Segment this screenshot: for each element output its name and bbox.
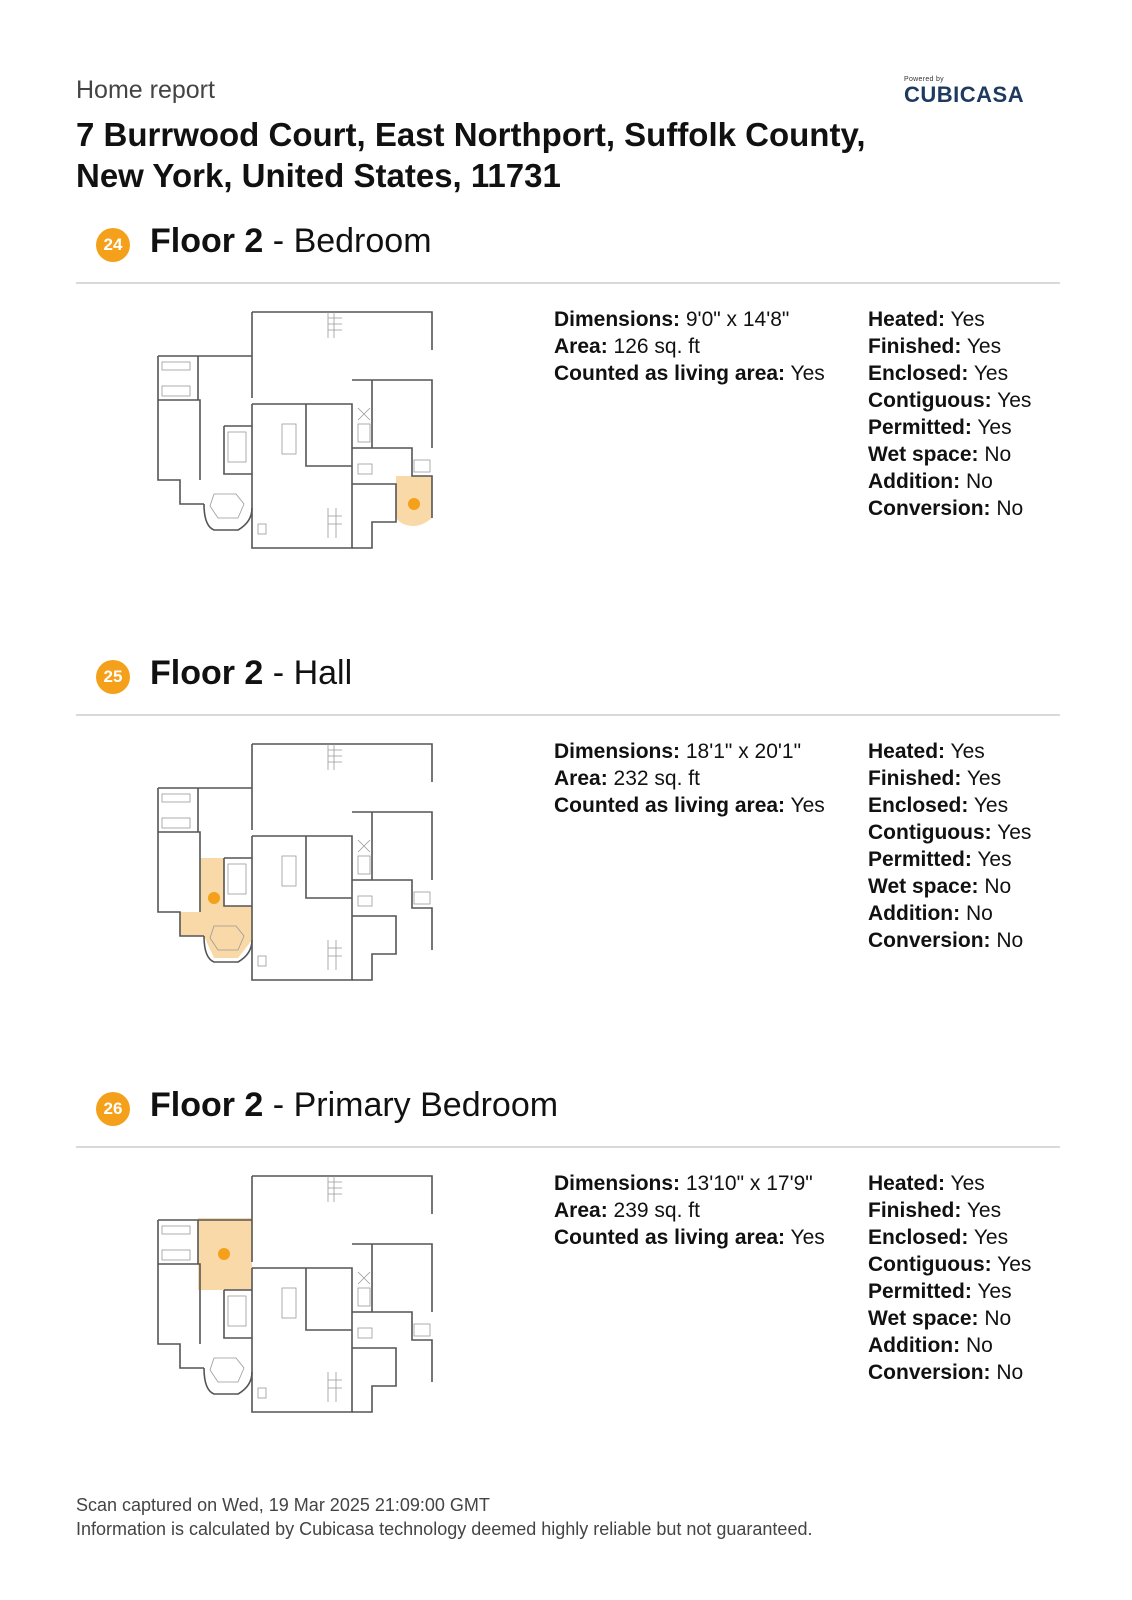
conversion-row: Conversion: No <box>868 929 1024 952</box>
living-area-row: Counted as living area: Yes <box>554 362 825 385</box>
room-number-badge: 26 <box>96 1092 130 1126</box>
addition-row: Addition: No <box>868 470 993 493</box>
living-area-row: Counted as living area: Yes <box>554 794 825 817</box>
address-line-1: 7 Burrwood Court, East Northport, Suffolk County, <box>76 116 866 153</box>
addition-row: Addition: No <box>868 902 993 925</box>
floor-label: Floor 2 <box>150 222 264 260</box>
room-title <box>150 222 432 261</box>
living-area-row: Counted as living area: Yes <box>554 1226 825 1249</box>
conversion-row: Conversion: No <box>868 1361 1024 1384</box>
disclaimer: Information is calculated by Cubicasa technology deemed highly reliable but not guaranteed. <box>76 1519 813 1539</box>
addition-row: Addition: No <box>868 1334 993 1357</box>
floor-plan-image <box>152 740 452 1000</box>
floor-plan-image <box>152 308 452 568</box>
room-name: Primary Bedroom <box>293 1086 559 1124</box>
enclosed-row: Enclosed: Yes <box>868 794 1009 817</box>
room-attributes <box>868 306 1031 522</box>
room-header <box>76 218 1060 284</box>
finished-row: Finished: Yes <box>868 767 1002 790</box>
area-row: Area: 239 sq. ft <box>554 1199 700 1222</box>
room-measurements <box>554 738 825 819</box>
room-attributes <box>868 1170 1031 1386</box>
contiguous-row: Contiguous: Yes <box>868 389 1032 412</box>
enclosed-row: Enclosed: Yes <box>868 362 1009 385</box>
scan-date: Scan captured on Wed, 19 Mar 2025 21:09:00 GMT <box>76 1495 490 1515</box>
report-type-label: Home report <box>76 76 215 104</box>
room-name: Bedroom <box>293 222 432 260</box>
room-header <box>76 650 1060 716</box>
permitted-row: Permitted: Yes <box>868 1280 1012 1303</box>
room-title <box>150 1086 558 1125</box>
heated-row: Heated: Yes <box>868 1172 985 1195</box>
floor-label: Floor 2 <box>150 654 264 692</box>
room-header <box>76 1082 1060 1148</box>
permitted-row: Permitted: Yes <box>868 416 1012 439</box>
room-measurements <box>554 1170 825 1251</box>
room-title <box>150 654 352 693</box>
dimensions-row: Dimensions: 13'10" x 17'9" <box>554 1172 813 1195</box>
logo-powered-by: Powered by <box>904 76 944 83</box>
dimensions-row: Dimensions: 9'0" x 14'8" <box>554 308 790 331</box>
wet-space-row: Wet space: No <box>868 875 1012 898</box>
room-measurements <box>554 306 825 387</box>
property-address <box>76 114 876 196</box>
area-row: Area: 126 sq. ft <box>554 335 700 358</box>
permitted-row: Permitted: Yes <box>868 848 1012 871</box>
area-row: Area: 232 sq. ft <box>554 767 700 790</box>
heated-row: Heated: Yes <box>868 740 985 763</box>
footer <box>76 1493 812 1541</box>
contiguous-row: Contiguous: Yes <box>868 1253 1032 1276</box>
title-separator: - <box>263 1086 294 1124</box>
room-number-badge: 24 <box>96 228 130 262</box>
finished-row: Finished: Yes <box>868 335 1002 358</box>
floor-plan-image <box>152 1172 452 1432</box>
heated-row: Heated: Yes <box>868 308 985 331</box>
wet-space-row: Wet space: No <box>868 1307 1012 1330</box>
title-separator: - <box>263 654 294 692</box>
logo-brand: CUBICASA <box>904 82 1025 107</box>
dimensions-row: Dimensions: 18'1" x 20'1" <box>554 740 802 763</box>
floor-label: Floor 2 <box>150 1086 264 1124</box>
conversion-row: Conversion: No <box>868 497 1024 520</box>
wet-space-row: Wet space: No <box>868 443 1012 466</box>
finished-row: Finished: Yes <box>868 1199 1002 1222</box>
enclosed-row: Enclosed: Yes <box>868 1226 1009 1249</box>
contiguous-row: Contiguous: Yes <box>868 821 1032 844</box>
address-line-2: New York, United States, 11731 <box>76 157 561 194</box>
room-section <box>76 218 1060 520</box>
title-separator: - <box>263 222 294 260</box>
room-attributes <box>868 738 1031 954</box>
room-name: Hall <box>293 654 353 692</box>
room-number-badge: 25 <box>96 660 130 694</box>
cubicasa-logo <box>904 76 1044 108</box>
room-section <box>76 1082 1060 1384</box>
room-section <box>76 650 1060 952</box>
